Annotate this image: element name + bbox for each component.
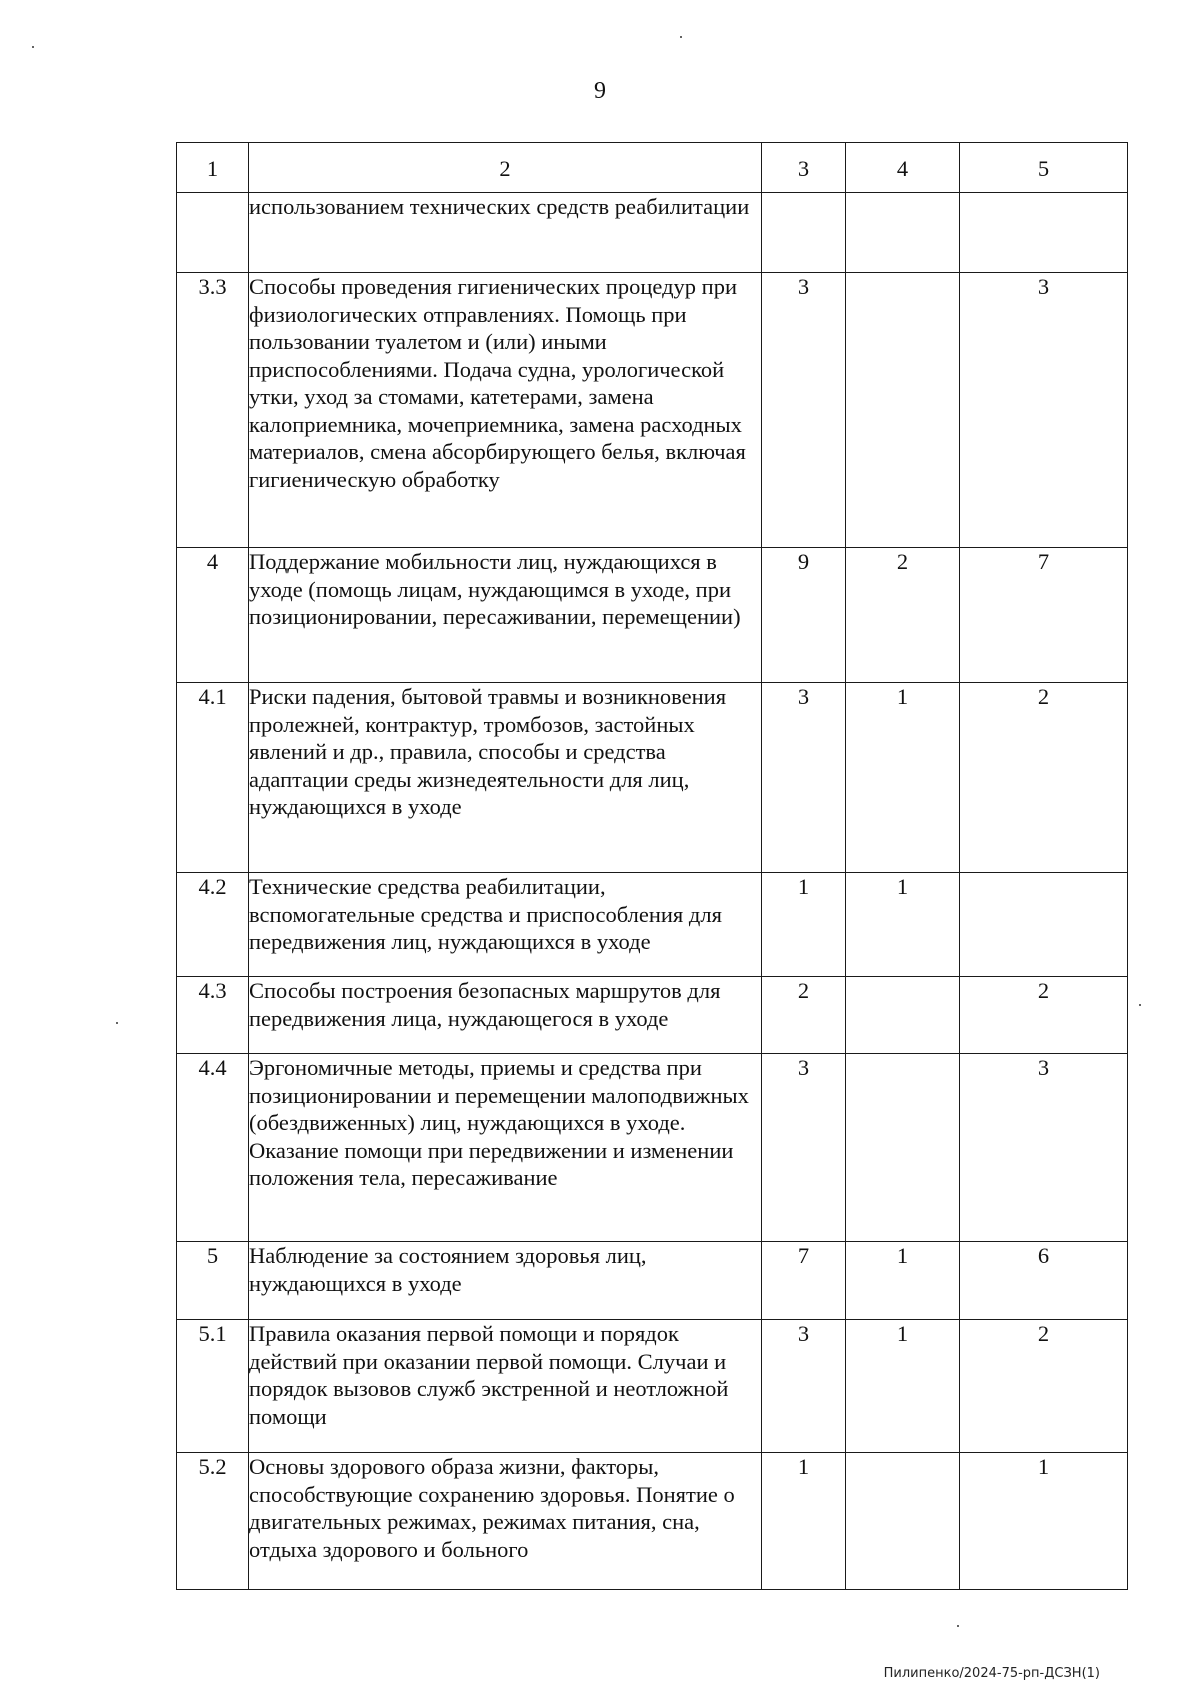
scan-speck	[32, 46, 34, 48]
row-number-cell: 4.4	[177, 1054, 249, 1242]
row-number-cell: 5.2	[177, 1453, 249, 1590]
row-title-cell: Эргономичные методы, приемы и средства при позиционировании и перемещении малоподвижных (обездвиженных) лиц, нуждающихся в уходе. Оказание помощи при передвижении и изменении положения тела, пересаживание	[249, 1054, 762, 1242]
row-title-cell: Способы построения безопасных маршрутов для передвижения лица, нуждающегося в уходе	[249, 977, 762, 1054]
row-title-cell: Способы проведения гигиенических процедур при физиологических отправлениях. Помощь при пользовании туалетом и (или) иными приспособлениями. Подача судна, урологической утки, уход за стомами, катетерами, замена калоприемника, мочеприемника, замена расходных материалов, смена абсорбирующего белья, включая гигиеническую обработку	[249, 273, 762, 548]
row-total-hours-cell: 3	[762, 683, 846, 873]
row-total-hours-cell	[762, 193, 846, 273]
row-title-cell: Риски падения, бытовой травмы и возникновения пролежней, контрактур, тромбозов, застойных явлений и др., правила, способы и средства адаптации среды жизнедеятельности для лиц, нуждающихся в уходе	[249, 683, 762, 873]
table-header-row	[177, 143, 1128, 193]
table-row	[177, 1054, 1128, 1242]
row-theory-hours-cell	[846, 193, 960, 273]
row-practice-hours-cell: 1	[960, 1453, 1128, 1590]
row-theory-hours-cell: 1	[846, 873, 960, 977]
header-cell-4: 4	[846, 143, 960, 193]
row-number-cell: 4.2	[177, 873, 249, 977]
scan-speck	[116, 1022, 118, 1024]
row-theory-hours-cell: 1	[846, 1242, 960, 1320]
header-cell-1: 1	[177, 143, 249, 193]
row-number-cell: 3.3	[177, 273, 249, 548]
row-total-hours-cell: 2	[762, 977, 846, 1054]
scan-speck	[1139, 1004, 1141, 1006]
row-title-cell: Основы здорового образа жизни, факторы, способствующие сохранению здоровья. Понятие о двигательных режимах, режимах питания, сна, отдыха здорового и больного	[249, 1453, 762, 1590]
row-total-hours-cell: 3	[762, 1320, 846, 1453]
table-row	[177, 273, 1128, 548]
table-row	[177, 548, 1128, 683]
row-practice-hours-cell: 2	[960, 977, 1128, 1054]
header-cell-2: 2	[249, 143, 762, 193]
row-total-hours-cell: 1	[762, 1453, 846, 1590]
row-practice-hours-cell: 3	[960, 1054, 1128, 1242]
table-row	[177, 1320, 1128, 1453]
table-row	[177, 193, 1128, 273]
table-row	[177, 873, 1128, 977]
table-row	[177, 1242, 1128, 1320]
row-theory-hours-cell: 1	[846, 1320, 960, 1453]
row-total-hours-cell: 1	[762, 873, 846, 977]
scan-speck	[957, 1625, 959, 1627]
row-number-cell: 5	[177, 1242, 249, 1320]
table-row	[177, 1453, 1128, 1590]
row-theory-hours-cell	[846, 1453, 960, 1590]
table-row	[177, 683, 1128, 873]
page-number: 9	[594, 78, 606, 104]
header-cell-5: 5	[960, 143, 1128, 193]
row-practice-hours-cell: 3	[960, 273, 1128, 548]
row-total-hours-cell: 7	[762, 1242, 846, 1320]
row-number-cell: 4.3	[177, 977, 249, 1054]
row-number-cell: 4	[177, 548, 249, 683]
row-title-cell: использованием технических средств реабилитации	[249, 193, 762, 273]
header-cell-3: 3	[762, 143, 846, 193]
table-row	[177, 977, 1128, 1054]
row-title-cell: Поддержание мобильности лиц, нуждающихся в уходе (помощь лицам, нуждающимся в уходе, при позиционировании, пересаживании, перемещении)	[249, 548, 762, 683]
curriculum-table	[176, 142, 1128, 1590]
row-practice-hours-cell: 2	[960, 683, 1128, 873]
row-total-hours-cell: 3	[762, 1054, 846, 1242]
row-theory-hours-cell	[846, 1054, 960, 1242]
scan-speck	[680, 36, 682, 38]
row-practice-hours-cell: 2	[960, 1320, 1128, 1453]
row-number-cell: 4.1	[177, 683, 249, 873]
row-title-cell: Технические средства реабилитации, вспомогательные средства и приспособления для передвижения лиц, нуждающихся в уходе	[249, 873, 762, 977]
row-theory-hours-cell: 2	[846, 548, 960, 683]
row-practice-hours-cell	[960, 873, 1128, 977]
row-number-cell: 5.1	[177, 1320, 249, 1453]
row-total-hours-cell: 9	[762, 548, 846, 683]
row-title-cell: Правила оказания первой помощи и порядок действий при оказании первой помощи. Случаи и порядок вызовов служб экстренной и неотложной помощи	[249, 1320, 762, 1453]
row-total-hours-cell: 3	[762, 273, 846, 548]
document-code: Пилипенко/2024-75-рп-ДСЗН(1)	[883, 1666, 1100, 1681]
row-title-cell: Наблюдение за состоянием здоровья лиц, нуждающихся в уходе	[249, 1242, 762, 1320]
row-theory-hours-cell	[846, 977, 960, 1054]
row-number-cell	[177, 193, 249, 273]
row-theory-hours-cell: 1	[846, 683, 960, 873]
row-practice-hours-cell	[960, 193, 1128, 273]
row-practice-hours-cell: 7	[960, 548, 1128, 683]
row-practice-hours-cell: 6	[960, 1242, 1128, 1320]
row-theory-hours-cell	[846, 273, 960, 548]
